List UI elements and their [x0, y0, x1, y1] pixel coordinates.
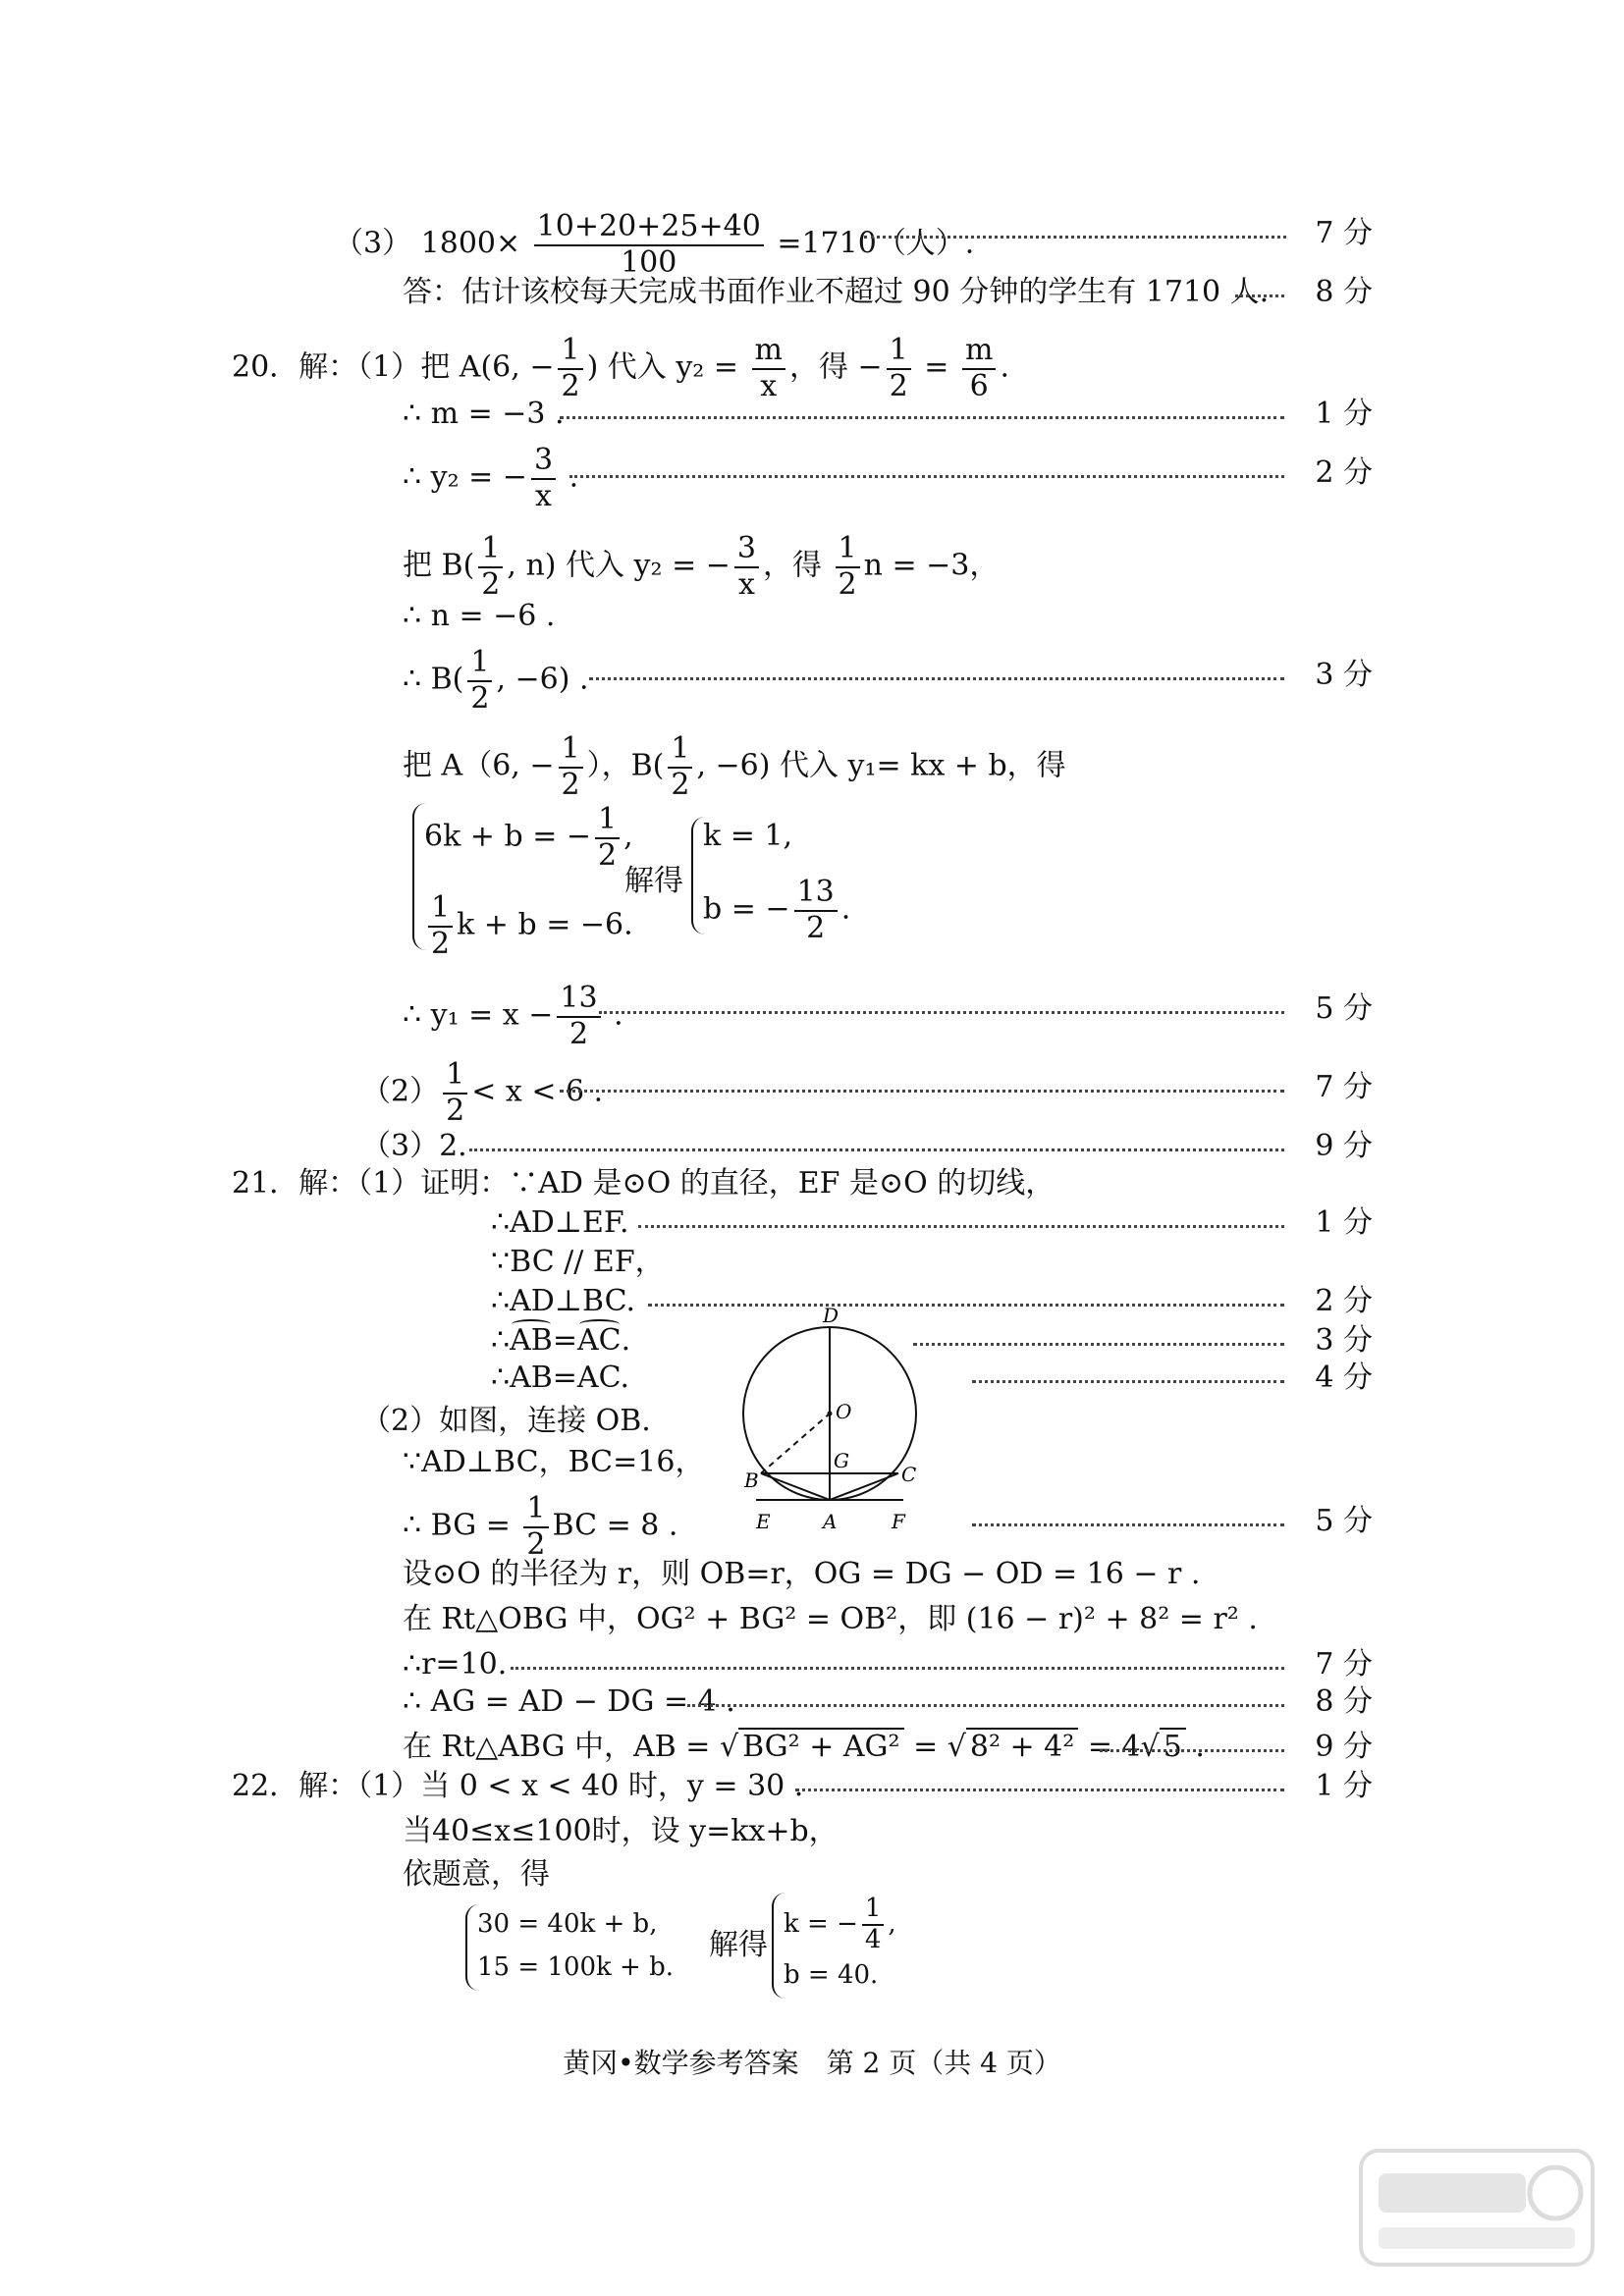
num: 1 [887, 334, 911, 370]
q20-b-line [403, 531, 1000, 602]
score-q20-9: 9 分 [1315, 1129, 1373, 1163]
score-q21-1: 1 分 [1315, 1205, 1373, 1240]
q22-heading: 22．解：（1）当 0 < x < 40 时，y = 30 . [232, 1769, 804, 1803]
score-q19-7: 7 分 [1315, 216, 1373, 250]
q20-y1a: ∴ y₁ = x − [403, 997, 554, 1033]
q20-y1-line [403, 981, 623, 1051]
den: 2 [526, 1526, 546, 1562]
score-q21-4: 4 分 [1315, 1361, 1373, 1395]
q21-l12a: 在 Rt△ABG 中，AB = √ [403, 1730, 739, 1764]
q21-l4-pre: ∴ [491, 1323, 511, 1358]
frac-13-2 [794, 876, 838, 945]
q20-eq1 [424, 802, 633, 873]
q20-eq2 [424, 890, 633, 961]
q21-l12e: = 4√ [1078, 1730, 1160, 1764]
num: 1 [523, 1492, 548, 1528]
label-d: D [823, 1304, 839, 1327]
den: 2 [561, 767, 580, 802]
num: 1 [443, 1058, 467, 1095]
q21-l8: 设⊙O 的半径为 r，则 OB=r，OG = DG − OD = 16 − r . [403, 1557, 1201, 1591]
q20-suba: 把 A（6, − [403, 748, 555, 783]
q20-l1c: ，得 − [788, 349, 883, 385]
num: 13 [794, 876, 838, 912]
q20-p3: （3）2. [361, 1129, 467, 1163]
q19-den: 100 [621, 244, 677, 280]
q20-Bpt-line [403, 645, 589, 716]
q20-solution [691, 817, 851, 945]
label-e: E [756, 1510, 771, 1533]
num: 1 [862, 1895, 885, 1926]
leader-dots [795, 1789, 1284, 1791]
frac-3-x [734, 532, 759, 602]
num: m [752, 334, 785, 370]
score-q20-5: 5 分 [1315, 991, 1373, 1026]
frac-1-2 [428, 891, 453, 961]
watermark-strip [1379, 2227, 1575, 2249]
leader-dots [1100, 1749, 1284, 1752]
q20-eq2b: k + b = −6. [457, 907, 633, 942]
q21-l12 [403, 1728, 1205, 1767]
leader-dots [864, 236, 1286, 239]
num: 1 [428, 891, 453, 928]
leader-dots [589, 677, 1284, 680]
score-q19-8: 8 分 [1315, 275, 1373, 309]
q21-l7a: ∴ BG = [403, 1508, 520, 1543]
arc-ac: AC [577, 1321, 622, 1361]
leader-dots [560, 416, 1284, 419]
leader-dots [687, 1704, 1284, 1707]
q20-p2b: < x < 6 . [471, 1074, 604, 1109]
frac-1-2 [523, 1492, 548, 1562]
q20-eq1b: , [623, 819, 633, 854]
label-f: F [892, 1510, 905, 1533]
frac-1-2 [668, 732, 692, 802]
label-g: G [834, 1449, 849, 1472]
q21-l5: ∴AB=AC. [491, 1361, 630, 1395]
q22-sol1b: , [888, 1909, 896, 1939]
q21-l2: ∵BC // EF， [491, 1245, 665, 1279]
num: 3 [531, 444, 556, 480]
leader-dots [569, 475, 1284, 478]
frac-1-2 [558, 334, 582, 403]
watermark-logo [1359, 2149, 1595, 2267]
leader-dots [469, 1148, 1284, 1151]
q20-system [412, 802, 633, 961]
q20-y1b: . [604, 997, 623, 1033]
q22-sol1 [784, 1893, 896, 1955]
q20-n-line: ∴ n = −6 . [403, 599, 556, 633]
label-b: B [744, 1468, 759, 1492]
page-footer: 黄冈•数学参考答案 第 2 页（共 4 页） [563, 2047, 1061, 2079]
q21-p2: （2）如图，连接 OB. [361, 1404, 651, 1438]
den: 2 [470, 680, 490, 716]
frac-m-x [752, 334, 785, 403]
den: 2 [568, 1016, 589, 1051]
label-c: C [901, 1463, 917, 1486]
watermark-ring [1530, 2167, 1581, 2218]
q19-fraction [534, 210, 764, 280]
q22-solution [772, 1893, 896, 1999]
score-q21-9: 9 分 [1315, 1730, 1373, 1764]
score-q20-1: 1 分 [1315, 397, 1373, 431]
q20-Bptb: , −6) . [496, 662, 589, 697]
q20-l1b: ) 代入 y₂ = [586, 349, 748, 385]
q21-l4 [491, 1321, 630, 1361]
score-q21-7: 7 分 [1315, 1647, 1373, 1682]
num: 13 [557, 982, 600, 1018]
label-a: A [823, 1510, 838, 1533]
q20-y2b: . [560, 459, 579, 495]
score-q20-2: 2 分 [1315, 455, 1373, 490]
frac-3-x [531, 444, 556, 513]
q20-subb: ），B( [586, 748, 665, 783]
den: x [760, 368, 778, 403]
q20-y2a: ∴ y₂ = − [403, 459, 527, 495]
den: x [737, 566, 755, 602]
q22-sol1a: k = − [784, 1909, 858, 1939]
q20-line1 [232, 333, 1009, 403]
q22-l2: 当40≤x≤100时，设 y=kx+b， [403, 1814, 839, 1848]
leader-dots [560, 1090, 1284, 1093]
score-q21-8: 8 分 [1315, 1684, 1373, 1719]
q21-l4-end: . [621, 1323, 631, 1358]
q22-eq1: 30 = 40k + b, [477, 1909, 658, 1939]
q20-sol2a: b = − [703, 891, 790, 927]
q20-solve-label: 解得 [624, 864, 683, 898]
segment-ob [761, 1414, 830, 1473]
point-o [828, 1412, 833, 1416]
q20-l1e: . [1000, 349, 1009, 385]
q22-eq2: 15 = 100k + b. [477, 1952, 675, 1982]
num: 1 [668, 732, 692, 769]
q20-l1d: = [914, 349, 958, 385]
num: 1 [478, 532, 503, 568]
den: 2 [446, 1093, 465, 1128]
frac-1-2 [443, 1058, 467, 1128]
q21-l12c: = √ [903, 1730, 966, 1764]
score-q20-7: 7 分 [1315, 1070, 1373, 1104]
q19-label: （3） [334, 226, 412, 261]
den: 4 [864, 1925, 882, 1954]
den: 2 [481, 566, 501, 602]
q19-calc-prefix: 1800× [420, 226, 521, 261]
q20-sub-line [403, 731, 1066, 802]
q20-sol2b: . [840, 891, 851, 927]
q22-solve-label: 解得 [709, 1928, 768, 1962]
den: 2 [889, 368, 908, 403]
frac-1-2 [595, 803, 620, 873]
q22-sol2: b = 40. [784, 1960, 879, 1990]
q21-l12g: . [1185, 1730, 1205, 1764]
q21-l12d: 8² + 4² [966, 1728, 1078, 1764]
q20-bc: ，得 [762, 548, 832, 583]
q20-Bpta: ∴ B( [403, 662, 464, 697]
num: 1 [467, 646, 492, 682]
q20-sol2 [703, 875, 851, 945]
num: m [962, 334, 996, 370]
q20-bd: n = −3， [863, 548, 1000, 583]
den: 2 [561, 368, 580, 403]
q21-l10: ∴r=10. [403, 1647, 508, 1682]
frac-1-4 [862, 1895, 885, 1955]
frac-1-2 [478, 532, 503, 602]
label-o: O [836, 1400, 852, 1423]
q21-l1: ∴AD⊥EF. [491, 1205, 629, 1240]
q21-l7 [403, 1491, 678, 1562]
den: 2 [838, 566, 857, 602]
den: 2 [431, 926, 451, 961]
q20-heading: 20．解：（1） [232, 349, 421, 385]
score-q21-5: 5 分 [1315, 1504, 1373, 1538]
q20-subc: , −6) 代入 y₁= kx + b，得 [696, 748, 1066, 783]
leader-dots [599, 1011, 1284, 1014]
q20-p2-label: （2） [361, 1074, 440, 1109]
frac-1-2 [467, 646, 492, 716]
q21-l11: ∴ AG = AD − DG = 4 . [403, 1684, 735, 1719]
score-q22-1: 1 分 [1315, 1769, 1373, 1803]
q20-m-line: ∴ m = −3 . [403, 397, 565, 431]
geometry-figure [736, 1301, 962, 1556]
q20-l1a: 把 A(6, − [420, 349, 555, 385]
den: 2 [671, 767, 690, 802]
frac-1-2 [559, 732, 583, 802]
q22-system [465, 1904, 674, 1991]
q19-result: =1710（人）. [777, 226, 975, 261]
watermark-block [1379, 2173, 1526, 2213]
q19-calc-line [334, 209, 975, 280]
q19-num: 10+20+25+40 [534, 210, 764, 246]
q20-y2-line [403, 443, 579, 513]
q21-heading: 21．解：（1）证明：∵AD 是⊙O 的直径，EF 是⊙O 的切线， [232, 1166, 1056, 1201]
num: 3 [734, 532, 759, 568]
leader-dots [972, 1380, 1284, 1383]
q21-l7b: BC = 8 . [552, 1508, 678, 1543]
score-q21-2: 2 分 [1315, 1284, 1373, 1318]
arc-ab: AB [510, 1321, 553, 1361]
frac-m-6 [962, 334, 996, 403]
den: 2 [806, 910, 826, 945]
q21-l12b: BG² + AG² [738, 1728, 903, 1764]
frac-1-2 [887, 334, 911, 403]
q21-l6: ∵AD⊥BC，BC=16， [403, 1445, 705, 1479]
q20-bb: , n) 代入 y₂ = − [507, 548, 731, 583]
leader-dots [638, 1225, 1284, 1228]
leader-dots [972, 1523, 1284, 1526]
score-q20-3: 3 分 [1315, 658, 1373, 692]
q20-sol1: k = 1, [703, 819, 793, 853]
den: 6 [969, 368, 989, 403]
frac-13-2 [557, 982, 600, 1051]
q20-ba: 把 B( [403, 548, 475, 583]
num: 1 [836, 532, 860, 568]
q20-eq1a: 6k + b = − [424, 819, 592, 854]
den: 2 [598, 837, 618, 873]
segment-ac [830, 1473, 898, 1500]
leader-dots [1235, 294, 1284, 297]
num: 1 [595, 803, 620, 839]
q19-answer: 答：估计该校每天完成书面作业不超过 90 分钟的学生有 1710 人. [403, 275, 1270, 309]
q21-l12f: 5 [1160, 1728, 1186, 1764]
q21-l4-eq: = [552, 1323, 577, 1358]
q21-l3: ∴AD⊥BC. [491, 1284, 636, 1318]
num: 1 [558, 334, 582, 370]
leader-dots [511, 1667, 1284, 1670]
score-q21-3: 3 分 [1315, 1323, 1373, 1358]
frac-1-2 [836, 532, 860, 602]
q22-l3: 依题意，得 [403, 1857, 550, 1892]
segment-ab [761, 1473, 830, 1500]
num: 1 [559, 732, 583, 769]
den: x [535, 478, 552, 513]
leader-dots [913, 1343, 1284, 1346]
q21-l9: 在 Rt△OBG 中，OG² + BG² = OB²，即 (16 − r)² + 8² = r² . [403, 1602, 1258, 1636]
